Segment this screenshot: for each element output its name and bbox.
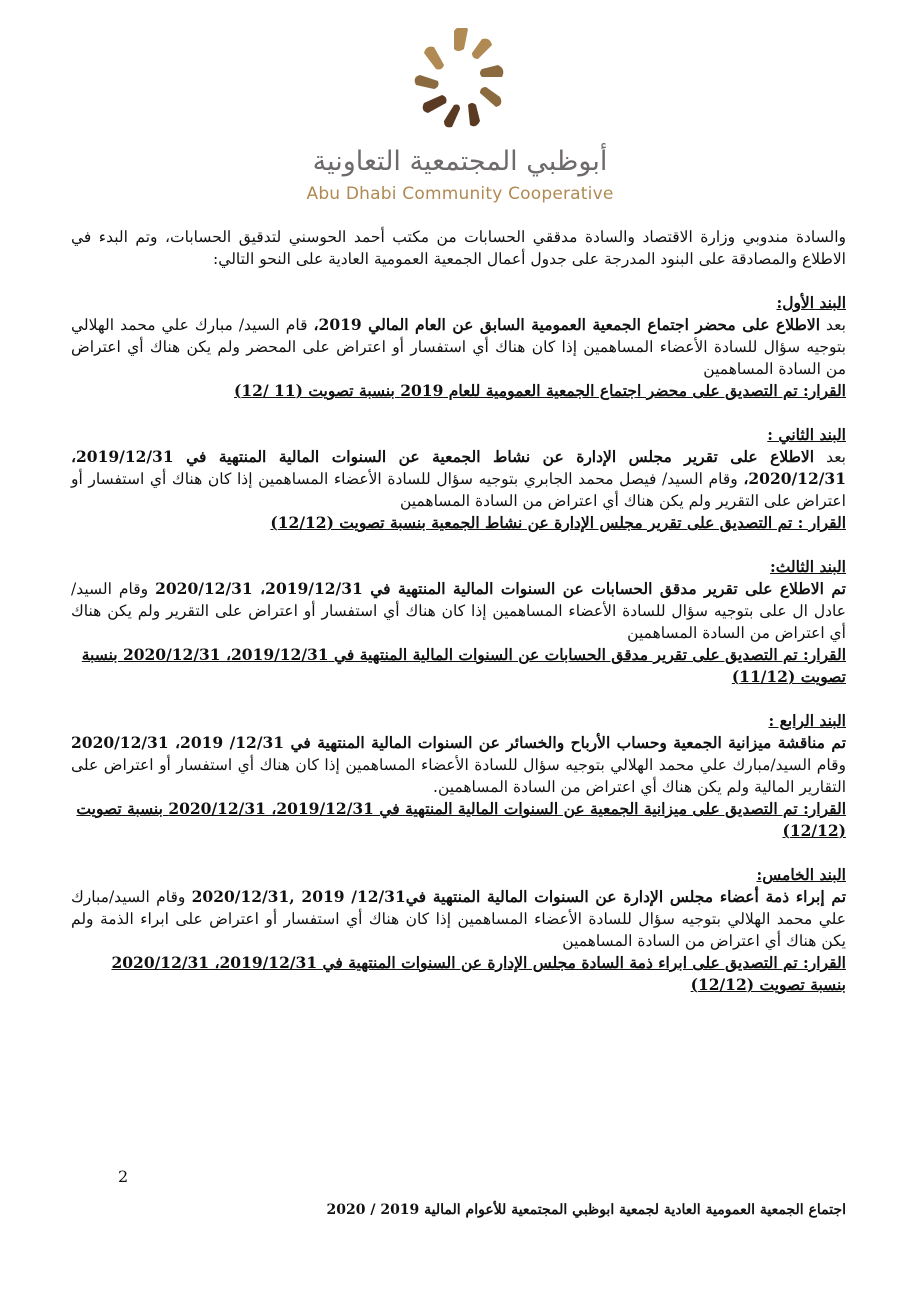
logo-arabic-name: أبوظبي المجتمعية التعاونية	[312, 146, 608, 177]
page-number: 2	[118, 1167, 129, 1186]
agenda-item-body: وقام السيد/ فيصل محمد الجابري بتوجيه سؤال للسادة الأعضاء المساهمين إذا كان هناك أي استفسار أو اعتراض على التقرير ولم يكن هناك أي اعتراض من السادة المساهمين	[71, 470, 846, 510]
page-footer: اجتماع الجمعية العمومية العادية لجمعية ابوظبي المجتمعية للأعوام المالية 2019 / 2020	[326, 1202, 846, 1218]
agenda-item-subject: الاطلاع على محضر اجتماع الجمعية العمومية السابق عن العام المالي 2019،	[313, 315, 821, 334]
agenda-item-1	[71, 292, 846, 402]
agenda-item-body: وقام السيد/مبارك علي محمد الهلالي بتوجيه سؤال للسادة الأعضاء المساهمين إذا كان هناك أي استفسار أو اعتراض على ابراء الذمة ولم يكن هناك أي اعتراض من السادة المساهمين	[71, 888, 846, 950]
agenda-item-heading: البند الخامس:	[756, 865, 846, 884]
document-body	[71, 226, 846, 1018]
agenda-item-text	[71, 314, 846, 380]
agenda-item-text	[71, 446, 846, 512]
agenda-item-5	[71, 864, 846, 996]
logo-english-name: Abu Dhabi Community Cooperative	[306, 184, 614, 204]
agenda-item-4	[71, 710, 846, 842]
agenda-item-decision: القرار : تم التصديق على تقرير مجلس الإدارة عن نشاط الجمعية بنسبة تصويت (12/12)	[270, 513, 846, 532]
agenda-item-3	[71, 556, 846, 688]
agenda-item-subject: تم الاطلاع على تقرير مدقق الحسابات عن السنوات المالية المنتهية في 2019/12/31، 2020/12/31	[155, 579, 846, 598]
agenda-item-text	[71, 578, 846, 644]
agenda-item-heading: البند الأول:	[776, 293, 846, 312]
agenda-item-body: قام السيد/ مبارك علي محمد الهلالي بتوجيه سؤال للسادة الأعضاء المساهمين إذا كان هناك أي استفسار أو اعتراض على المحضر ولم يكن هناك أي اعتراض من السادة المساهمين	[71, 316, 846, 378]
agenda-item-subject: الاطلاع على تقرير مجلس الإدارة عن نشاط الجمعية عن السنوات المالية المنتهية في 2019/12/31، 2020/12/31،	[71, 447, 846, 488]
agenda-item-text	[71, 732, 846, 798]
agenda-item-prefix: بعد	[826, 316, 846, 334]
agenda-item-decision: القرار: تم التصديق على تقرير مدقق الحسابات عن السنوات المالية المنتهية في 2019/12/31، 2020/12/31 بنسبة تصويت (11/12)	[81, 645, 846, 686]
agenda-item-text	[71, 886, 846, 952]
agenda-item-subject: تم مناقشة ميزانية الجمعية وحساب الأرباح والخسائر عن السنوات المالية المنتهية في 12/31/ 2019، 2020/12/31	[71, 733, 847, 752]
agenda-item-body: وقام السيد/مبارك علي محمد الهلالي بتوجيه سؤال للسادة الأعضاء المساهمين إذا كان هناك أي استفسار أو اعتراض على التقارير المالية ولم يكن هناك أي اعتراض من السادة المساهمين.	[71, 756, 846, 796]
logo-emblem-icon	[410, 28, 510, 138]
agenda-item-body: وقام السيد/عادل ال على بتوجيه سؤال للسادة الأعضاء المساهمين إذا كان هناك أي استفسار أو اعتراض على التقرير ولم يكن هناك أي اعتراض من السادة المساهمين	[71, 580, 846, 642]
agenda-item-heading: البند الثالث:	[769, 557, 846, 576]
agenda-item-heading: البند الرابع :	[768, 711, 846, 730]
intro-paragraph: والسادة مندوبي وزارة الاقتصاد والسادة مدققي الحسابات من مكتب أحمد الحوسني لتدقيق الحسابات، وتم البدء في الاطلاع والمصادقة على البنود المدرجة على جدول أعمال الجمعية العمومية العادية على النحو التالي:	[71, 228, 846, 268]
agenda-item-decision: القرار: تم التصديق على محضر اجتماع الجمعية العمومية للعام 2019 بنسبة تصويت (11 /12)	[234, 381, 846, 400]
agenda-item-subject: تم إبراء ذمة أعضاء مجلس الإدارة عن السنوات المالية المنتهية في12/31/ 2019 ,2020/12/31	[191, 887, 847, 906]
agenda-item-decision: القرار: تم التصديق على ابراء ذمة السادة مجلس الإدارة عن السنوات المنتهية في 2019/12/31، 2020/12/31 بنسبة تصويت (12/12)	[111, 953, 846, 994]
agenda-item-heading: البند الثاني :	[767, 425, 846, 444]
agenda-item-2	[71, 424, 846, 534]
organization-logo	[300, 28, 620, 218]
agenda-item-decision: القرار: تم التصديق على ميزانية الجمعية عن السنوات المالية المنتهية في 2019/12/31، 2020/12/31 بنسبة تصويت (12/12)	[76, 799, 846, 840]
agenda-item-prefix: بعد	[826, 448, 846, 466]
